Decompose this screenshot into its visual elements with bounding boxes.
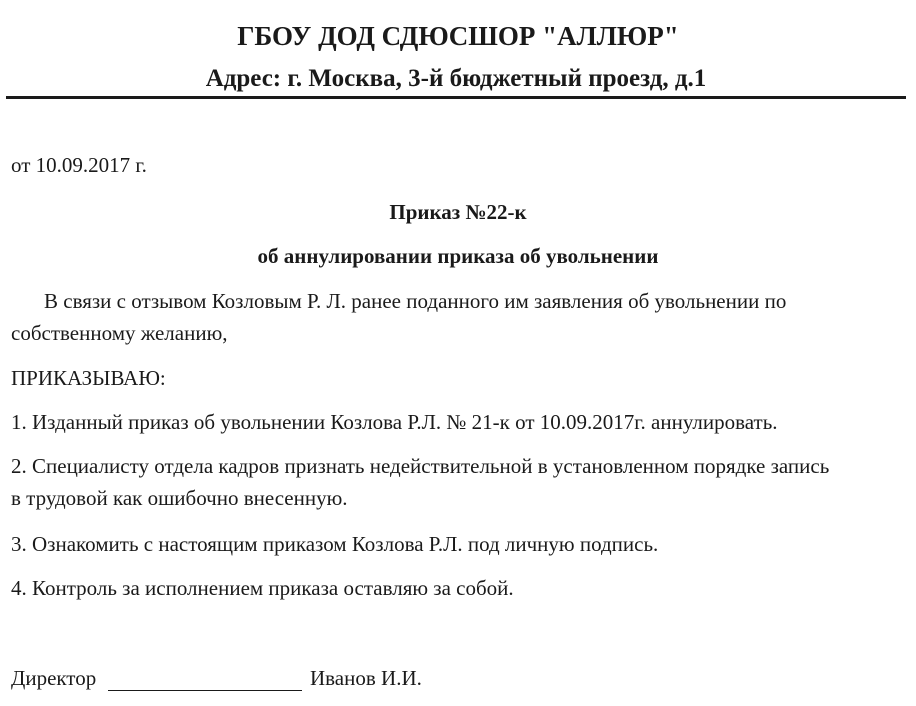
signature-position: Директор — [11, 666, 97, 690]
order-item-2-line-1: 2. Специалисту отдела кадров признать недействительной в установленном порядке запись — [11, 454, 830, 478]
order-subject: об аннулировании приказа об увольнении — [257, 244, 659, 268]
order-title: Приказ №22-к — [389, 200, 527, 224]
order-item-2-line-2: в трудовой как ошибочно внесенную. — [11, 486, 348, 510]
organization-name: ГБОУ ДОД СДЮСШОР "АЛЛЮР" — [237, 21, 679, 51]
order-item-3: 3. Ознакомить с настоящим приказом Козлова Р.Л. под личную подпись. — [11, 532, 659, 556]
signature-line — [108, 690, 302, 691]
organization-address: Адрес: г. Москва, 3-й бюджетный проезд, д.1 — [205, 65, 707, 92]
header-divider — [6, 96, 906, 99]
order-item-4: 4. Контроль за исполнением приказа оставляю за собой. — [11, 576, 514, 600]
preamble-line-1: В связи с отзывом Козловым Р. Л. ранее поданного им заявления об увольнении по — [44, 289, 787, 313]
preamble-line-2: собственному желанию, — [11, 321, 228, 345]
signature-name: Иванов И.И. — [310, 666, 422, 690]
command-word: ПРИКАЗЫВАЮ: — [11, 366, 166, 390]
order-item-1: 1. Изданный приказ об увольнении Козлова Р.Л. № 21-к от 10.09.2017г. аннулировать. — [11, 410, 778, 434]
order-date: от 10.09.2017 г. — [11, 153, 147, 177]
